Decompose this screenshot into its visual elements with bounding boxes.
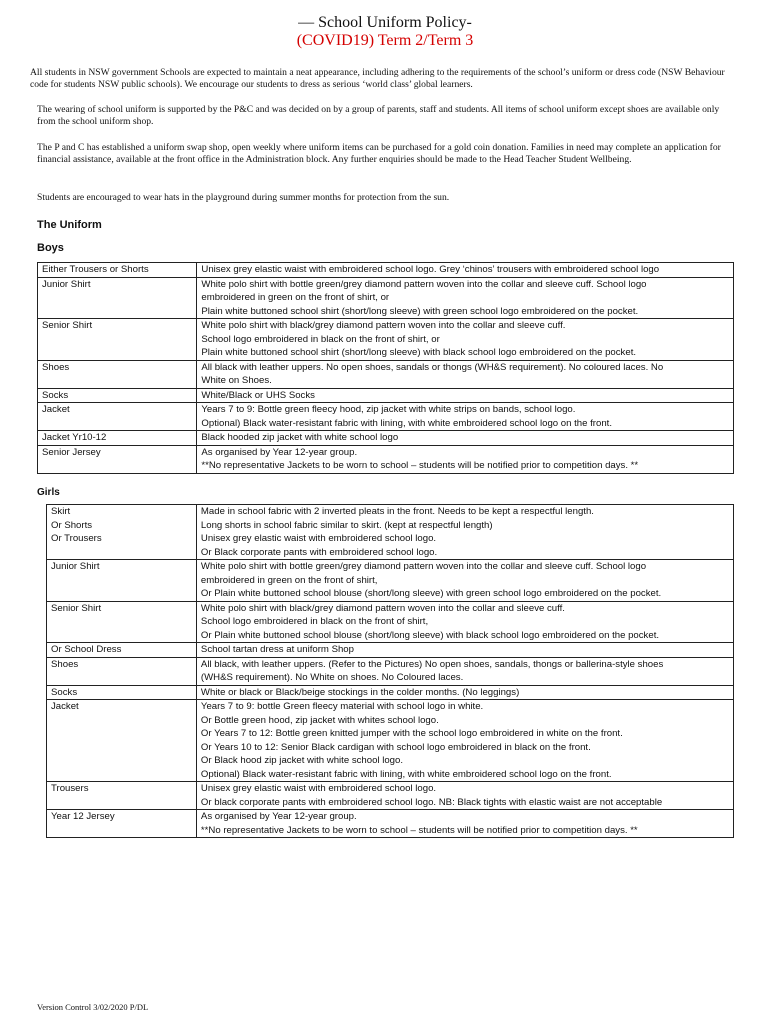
description-cell	[197, 445, 734, 473]
table-row	[47, 560, 734, 602]
item-label: Junior Shirt	[42, 278, 91, 290]
item-label: Socks	[42, 389, 69, 401]
table-row	[47, 505, 734, 560]
item-cell	[38, 319, 197, 361]
table-row	[47, 685, 734, 700]
uniform-heading: The Uniform	[37, 219, 102, 231]
description-cell	[196, 700, 733, 782]
item-label: Junior Shirt	[51, 561, 100, 572]
description-cell	[196, 643, 733, 658]
description-cell	[197, 403, 734, 431]
table-row	[38, 431, 734, 446]
item-cell	[47, 700, 197, 782]
description-line: Plain white buttoned school shirt (short/long sleeve) with black school logo embroidered on the pocket.	[201, 347, 637, 358]
support-paragraph: The wearing of school uniform is supported by the P&C and was decided on by a group of parents, staff and students. All items of school uniform except shoes are available only from the school uniform shop.	[37, 104, 720, 127]
description-cell	[196, 685, 733, 700]
table-row	[38, 319, 734, 361]
swap-shop-paragraph: The P and C has established a uniform swap shop, open weekly where uniform items can be purchased for a gold coin donation. Families in need may complete an application for financial assistance, available at the front office in the Administration block. Any further enquiries should be made to the Head Teacher Student Wellbeing.	[37, 142, 721, 165]
table-row	[38, 403, 734, 431]
item-label: Socks	[51, 686, 78, 698]
description-line: Black hooded zip jacket with white school logo	[201, 432, 399, 443]
description-line: School logo embroidered in black on the front of shirt,	[200, 616, 429, 627]
boys-heading: Boys	[37, 242, 64, 254]
description-line: Unisex grey elastic waist with embroidered school logo.	[200, 783, 437, 794]
description-cell	[197, 388, 734, 403]
description-line: embroidered in green on the front of shirt, or	[201, 292, 390, 303]
description-line: School logo embroidered in black on the front of shirt, or	[201, 333, 440, 345]
item-cell	[47, 810, 197, 838]
description-line: Unisex grey elastic waist with embroidered school logo. Grey ‘chinos’ trousers with embroidered school logo	[201, 264, 660, 275]
title-line-1: — School Uniform Policy-	[298, 14, 472, 31]
item-cell	[38, 431, 197, 446]
item-cell	[47, 782, 197, 810]
item-cell	[47, 685, 197, 700]
description-line: White or black or Black/beige stockings in the colder months. (No leggings)	[200, 686, 520, 698]
item-cell	[38, 403, 197, 431]
table-row	[38, 263, 734, 278]
table-row	[47, 643, 734, 658]
girls-table-body	[47, 505, 734, 838]
item-label	[51, 546, 192, 560]
description-cell	[196, 657, 733, 685]
description-line: White/Black or UHS Socks	[201, 389, 315, 401]
description-line: Or Black hood zip jacket with white school logo.	[200, 755, 404, 766]
table-row	[38, 445, 734, 473]
item-cell	[38, 360, 197, 388]
item-label: Jacket	[51, 701, 79, 712]
item-cell	[38, 263, 197, 278]
description-line: Or black corporate pants with embroidered school logo. NB: Black tights with elastic waist are not acceptable	[200, 796, 663, 808]
table-row	[38, 277, 734, 319]
boys-uniform-table	[37, 262, 734, 474]
item-cell	[38, 277, 197, 319]
description-line: embroidered in green on the front of shirt,	[200, 574, 378, 586]
description-line: (WH&S requirement). No White on shoes. No Coloured laces.	[200, 672, 464, 683]
document-title	[0, 14, 770, 50]
hats-paragraph: Students are encouraged to wear hats in the playground during summer months for protection from the sun.	[37, 192, 450, 203]
table-row	[47, 657, 734, 685]
description-line: School tartan dress at uniform Shop	[200, 644, 354, 655]
description-cell	[197, 319, 734, 361]
description-line: All black, with leather uppers. (Refer to the Pictures) No open shoes, sandals, thongs or ballerina-style shoes	[200, 658, 664, 670]
version-footer: Version Control 3/02/2020 P/DL	[37, 1002, 149, 1012]
item-cell	[47, 505, 197, 560]
description-cell	[196, 601, 733, 643]
item-label: Skirt	[51, 506, 71, 517]
title-line-2: (COVID19) Term 2/Term 3	[296, 32, 474, 49]
table-row	[38, 388, 734, 403]
item-cell	[38, 445, 197, 473]
description-cell	[196, 782, 733, 810]
description-cell	[196, 505, 733, 560]
description-line: Or Plain white buttoned school blouse (short/long sleeve) with green school logo embroidered on the pocket.	[200, 588, 662, 599]
item-label: Senior Shirt	[42, 320, 93, 331]
description-line: Made in school fabric with 2 inverted pleats in the front. Needs to be kept a respectful length.	[200, 506, 594, 517]
table-row	[47, 810, 734, 838]
item-label: Trousers	[51, 783, 89, 794]
item-cell	[47, 643, 197, 658]
girls-uniform-table	[46, 504, 734, 838]
item-cell	[47, 560, 197, 602]
description-line: **No representative Jackets to be worn to school – students will be notified prior to competition days. **	[200, 824, 638, 836]
description-line: White polo shirt with black/grey diamond pattern woven into the collar and sleeve cuff.	[201, 320, 566, 331]
description-line: White polo shirt with black/grey diamond pattern woven into the collar and sleeve cuff.	[200, 602, 565, 614]
description-line: Years 7 to 9: Bottle green fleecy hood, zip jacket with white strips on bands, school logo.	[201, 404, 576, 415]
item-label: Jacket Yr10-12	[42, 432, 107, 443]
girls-heading: Girls	[37, 487, 60, 498]
description-line: As organised by Year 12-year group.	[201, 446, 358, 458]
item-label: Year 12 Jersey	[51, 811, 115, 822]
table-row	[47, 601, 734, 643]
description-line: White polo shirt with bottle green/grey diamond pattern woven into the collar and sleeve cuff. School logo	[201, 278, 647, 290]
description-line: Or Years 7 to 12: Bottle green knitted jumper with the school logo embroidered in white on the front.	[200, 728, 623, 739]
description-cell	[197, 263, 734, 278]
description-cell	[196, 810, 733, 838]
description-line: Or Bottle green hood, zip jacket with whites school logo.	[200, 714, 439, 726]
item-label: Shoes	[42, 361, 70, 373]
item-label: Or Trousers	[51, 533, 102, 544]
description-cell	[197, 277, 734, 319]
item-label: Senior Shirt	[51, 602, 102, 614]
table-row	[47, 782, 734, 810]
table-row	[47, 700, 734, 782]
item-label: Senior Jersey	[42, 446, 101, 458]
item-cell	[38, 388, 197, 403]
item-label: Or School Dress	[51, 644, 122, 655]
description-line: Long shorts in school fabric similar to skirt. (kept at respectful length)	[200, 519, 493, 531]
intro-paragraph: All students in NSW government Schools are expected to maintain a neat appearance, including adhering to the requirements of the school’s uniform or dress code (NSW Behaviour code for students NSW public schools). We encourage our students to dress as serious ‘world class’ global learners.	[30, 67, 725, 90]
description-cell	[197, 431, 734, 446]
description-line: White on Shoes.	[201, 375, 272, 386]
item-label: Jacket	[42, 404, 70, 415]
description-cell	[196, 560, 733, 602]
table-row	[38, 360, 734, 388]
description-line: All black with leather uppers. No open shoes, sandals or thongs (WH&S requirement). No coloured laces. No	[201, 361, 664, 373]
description-line: As organised by Year 12-year group.	[200, 811, 357, 822]
boys-table-body	[38, 263, 734, 474]
description-line: Optional) Black water-resistant fabric with lining, with white embroidered school logo on the front.	[201, 417, 612, 429]
description-cell	[197, 360, 734, 388]
description-line: Or Black corporate pants with embroidered school logo.	[200, 546, 438, 558]
item-label: Shoes	[51, 658, 79, 670]
description-line: Optional) Black water-resistant fabric with lining, with white embroidered school logo on the front.	[200, 768, 612, 780]
description-line: Or Plain white buttoned school blouse (short/long sleeve) with black school logo embroidered on the pocket.	[200, 629, 660, 641]
description-line: White polo shirt with bottle green/grey diamond pattern woven into the collar and sleeve cuff. School logo	[200, 561, 647, 572]
item-cell	[47, 601, 197, 643]
description-line: **No representative Jackets to be worn to school – students will be notified prior to competition days. **	[201, 460, 639, 471]
description-line: Plain white buttoned school shirt (short/long sleeve) with green school logo embroidered on the pocket.	[201, 305, 639, 317]
description-line: Years 7 to 9: bottle Green fleecy material with school logo in white.	[200, 701, 484, 712]
item-cell	[47, 657, 197, 685]
item-label: Either Trousers or Shorts	[42, 264, 149, 275]
description-line: Unisex grey elastic waist with embroidered school logo.	[200, 533, 437, 544]
item-label: Or Shorts	[51, 519, 93, 531]
description-line: Or Years 10 to 12: Senior Black cardigan with school logo embroidered in black on the front.	[200, 741, 591, 753]
